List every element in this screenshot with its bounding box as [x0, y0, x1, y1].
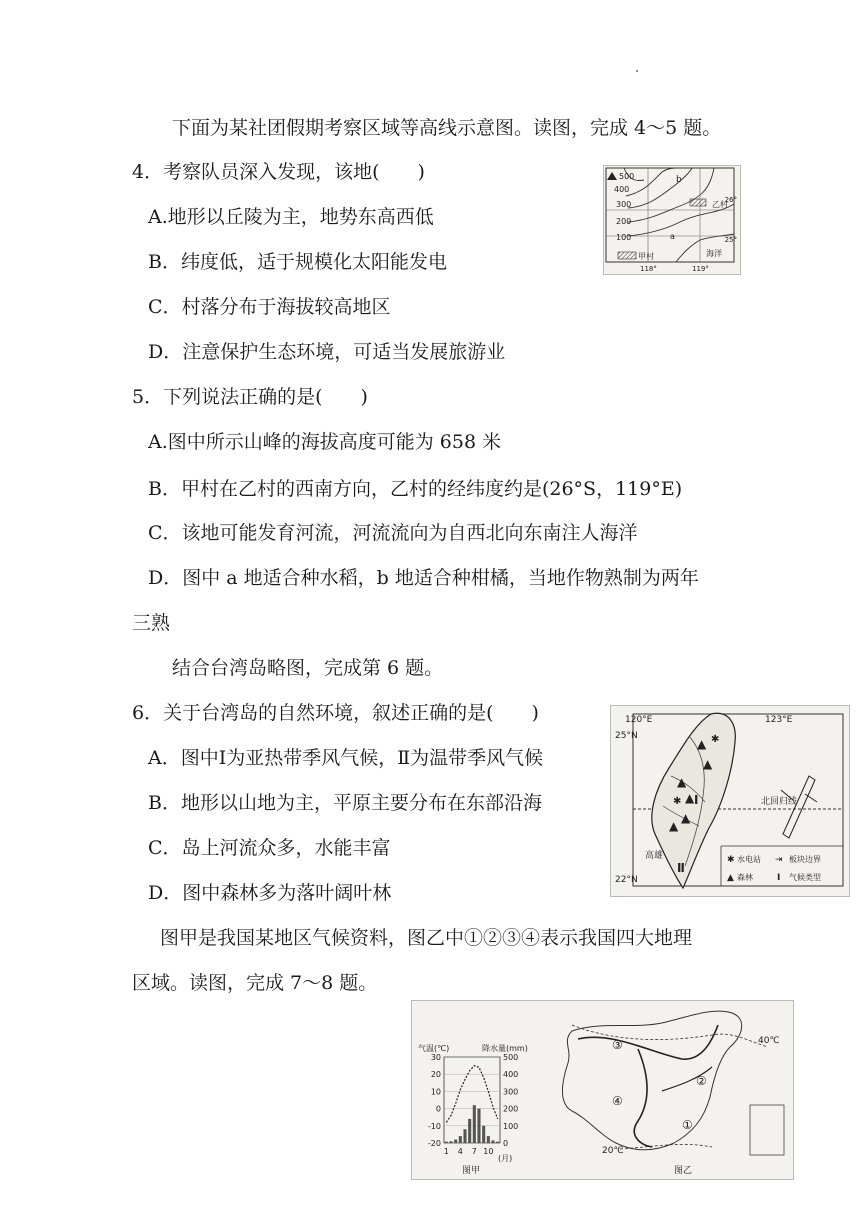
lat-label: 22°N [615, 875, 638, 885]
precipitation-bar [449, 1141, 452, 1143]
sea-label: 海洋 [706, 249, 722, 258]
legend-plate-boundary: 板块边界 [789, 855, 821, 864]
tropic-label: 北回归线 [761, 797, 798, 807]
region-label-1: ① [682, 1118, 693, 1132]
precipitation-bar [473, 1105, 476, 1143]
contour-map-figure [603, 165, 741, 275]
forest-icon: ▲ [703, 757, 713, 771]
isotherm-40-label: 40℃ [758, 1036, 780, 1046]
legend-hydropower: 水电站 [737, 855, 761, 864]
forest-legend-icon: ▲ [727, 873, 734, 883]
lon-label: 120°E [625, 715, 653, 725]
precipitation-bar [463, 1129, 466, 1143]
lat-label: 25° [724, 236, 737, 244]
month-tick-label: 7 [471, 1147, 477, 1156]
contour-label: 500 [619, 172, 635, 181]
region-label-2: ② [696, 1074, 707, 1088]
point-label-b: b [676, 175, 682, 185]
temp-tick-label: 20 [430, 1070, 441, 1080]
isotherm-20-label: 20℃ [602, 1146, 624, 1156]
q6-option-d: D．图中森林多为落叶阔叶林 [148, 882, 392, 904]
forest-icon: ▲ [669, 819, 679, 833]
intro-q4-5: 下面为某社团假期考察区域等高线示意图。读图，完成 4～5 题。 [172, 117, 722, 139]
q5-option-d: D．图中 a 地适合种水稻，b 地适合种柑橘，当地作物熟制为两年 [148, 567, 699, 589]
intro-q7-8-line1: 图甲是我国某地区气候资料，图乙中①②③④表示我国四大地理 [160, 927, 693, 949]
temp-tick-label: -20 [427, 1139, 441, 1148]
hydropower-legend-icon: ✱ [727, 855, 735, 865]
south-china-sea-inset [750, 1105, 784, 1155]
temp-tick-label: 30 [430, 1053, 441, 1062]
contour-label: 400 [614, 185, 630, 194]
village-jia-label: 甲村 [638, 252, 654, 261]
q4-option-c: C．村落分布于海拔较高地区 [148, 296, 391, 318]
hydropower-icon: ✱ [673, 796, 682, 807]
intro-q6: 结合台湾岛略图，完成第 6 题。 [172, 657, 444, 679]
precipitation-bar [459, 1136, 462, 1143]
precipitation-bar [491, 1140, 494, 1143]
precip-tick-label: 100 [503, 1121, 519, 1131]
climate-zone-1: Ⅰ [694, 793, 699, 807]
lon-label: 118° [640, 265, 657, 273]
region-label-3: ③ [612, 1038, 623, 1052]
chart-plot-area [444, 1057, 500, 1143]
village-yi-marker [690, 199, 706, 206]
hydropower-icon: ✱ [711, 734, 720, 745]
precipitation-bar [445, 1142, 448, 1143]
intro-q7-8-line2: 区域。读图，完成 7～8 题。 [132, 972, 378, 994]
month-tick-label: 4 [457, 1147, 463, 1156]
plate-boundary-symbol [783, 776, 815, 838]
region-boundary [578, 1025, 718, 1059]
q4-option-b: B．纬度低，适于规模化太阳能发电 [148, 251, 447, 273]
lat-label: 26° [724, 196, 737, 204]
q5-option-a: A.图中所示山峰的海拔高度可能为 658 米 [148, 431, 502, 453]
precip-tick-label: 300 [503, 1087, 519, 1097]
contour-label: 300 [616, 200, 632, 209]
lon-label: 123°E [765, 715, 793, 725]
q5-stem: 5．下列说法正确的是( ) [132, 386, 368, 408]
forest-icon: ▲ [681, 811, 691, 825]
region-boundary [634, 1049, 652, 1147]
month-tick-label: 1 [443, 1147, 449, 1156]
q4-option-d: D．注意保护生态环境，可适当发展旅游业 [148, 341, 506, 363]
village-yi-label: 乙村 [712, 200, 728, 209]
temp-tick-label: 10 [430, 1087, 441, 1097]
q5-option-b: B．甲村在乙村的西南方向，乙村的经纬度约是(26°S，119°E) [148, 478, 683, 500]
lat-label: 25°N [615, 731, 638, 741]
village-jia-marker [618, 252, 636, 259]
climate-chart [418, 1043, 528, 1176]
q6-option-c: C．岛上河流众多，水能丰富 [148, 837, 391, 859]
q4-option-a: A.地形以丘陵为主，地势东高西低 [148, 206, 434, 228]
forest-icon: ▲ [677, 775, 687, 789]
forest-icon: ▲ [697, 737, 707, 751]
climate-zone-2: Ⅱ [677, 861, 685, 875]
lon-label: 119° [692, 265, 709, 273]
climate-type-legend-icon: I [777, 873, 781, 883]
scan-speck [636, 70, 638, 72]
temp-axis-label: 气温(℃) [418, 1044, 450, 1053]
china-regions-map [563, 1011, 785, 1176]
precip-tick-label: 0 [503, 1139, 509, 1148]
figure-b-caption: 图乙 [674, 1166, 693, 1176]
precipitation-bar [496, 1142, 499, 1143]
temp-tick-label: 0 [435, 1104, 441, 1114]
q4-stem: 4．考察队员深入发现，该地( ) [132, 161, 425, 183]
precip-tick-label: 200 [503, 1104, 519, 1114]
month-unit-label: (月) [498, 1154, 513, 1163]
q6-option-b: B．地形以山地为主，平原主要分布在东部沿海 [148, 792, 542, 814]
precipitation-bar [468, 1119, 471, 1143]
legend-climate-type: 气候类型 [789, 873, 821, 882]
q6-option-a: A．图中Ⅰ为亚热带季风气候，Ⅱ为温带季风气候 [148, 747, 544, 769]
precip-tick-label: 400 [503, 1070, 519, 1080]
legend-forest: 森林 [737, 873, 753, 882]
precip-axis-label: 降水量(mm) [482, 1044, 528, 1053]
precipitation-bar [454, 1140, 457, 1143]
q5-option-c: C．该地可能发育河流，河流流向为自西北向东南注人海洋 [148, 522, 638, 544]
contour-label: 200 [616, 217, 632, 226]
month-tick-label: 10 [483, 1147, 494, 1156]
region-label-4: ④ [612, 1094, 623, 1108]
figure-a-caption: 图甲 [462, 1166, 481, 1176]
city-label: 高雄 [645, 851, 664, 861]
precipitation-bar [477, 1109, 480, 1143]
q6-stem: 6．关于台湾岛的自然环境，叙述正确的是( ) [132, 702, 539, 724]
contour-label: 100 [616, 233, 632, 242]
climate-and-regions-figure [411, 1000, 794, 1180]
point-label-a: a [670, 232, 675, 241]
taiwan-map-figure [610, 705, 850, 897]
temp-tick-label: -10 [427, 1121, 441, 1131]
forest-icon: ▲ [685, 791, 695, 805]
precipitation-bar [482, 1126, 485, 1143]
q5-option-d-continued: 三熟 [132, 612, 171, 634]
precipitation-bar [487, 1136, 490, 1143]
peak-triangle-icon [607, 172, 617, 180]
precip-tick-label: 500 [503, 1053, 519, 1062]
plate-boundary-legend-icon: ⇥ [775, 855, 783, 865]
